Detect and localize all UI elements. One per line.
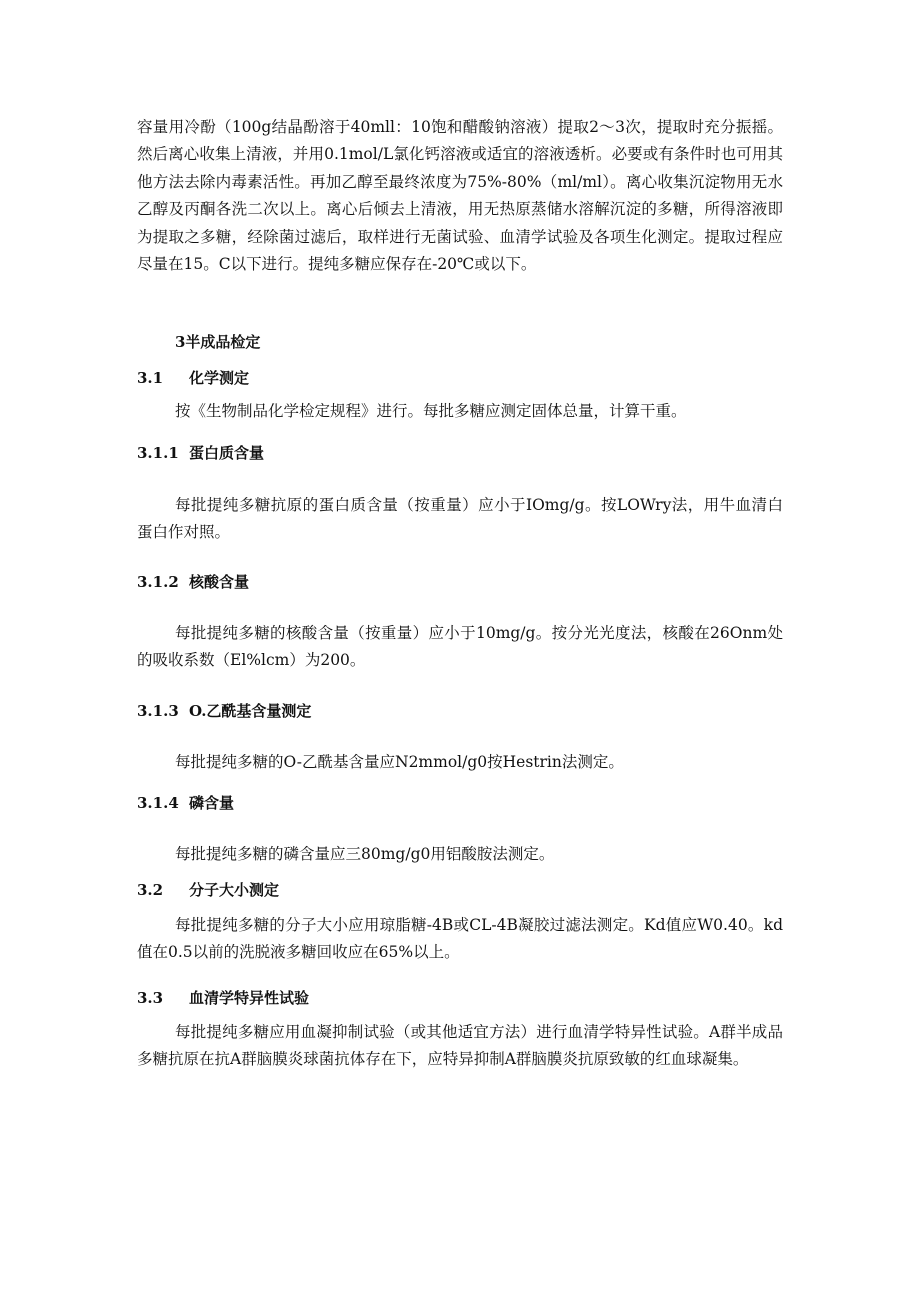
section-title: 蛋白质含量	[189, 444, 265, 462]
section-3-1-paragraph: 按《生物制品化学检定规程》进行。每批多糖应测定固体总量，计算干重。	[175, 402, 687, 420]
section-title: 化学测定	[189, 369, 250, 387]
section-3-1-2-heading	[137, 571, 249, 593]
section-title: O.乙酰基含量测定	[189, 702, 312, 720]
section-title: 磷含量	[189, 794, 235, 812]
section-3-2-paragraph: 每批提纯多糖的分子大小应用琼脂糖-4B或CL-4B凝胶过滤法测定。Kd值应W0.40。kd值在0.5以前的洗脱液多糖回收应在65%以上。	[137, 916, 783, 962]
section-title: 分子大小测定	[189, 881, 280, 899]
section-number: 3.2	[137, 881, 164, 899]
section-3-1-heading	[137, 367, 249, 389]
section-title: 核酸含量	[189, 573, 250, 591]
section-3-1-3-paragraph: 每批提纯多糖的O-乙酰基含量应N2mmol/g0按Hestrin法测定。	[175, 753, 624, 771]
section-number: 3.1.3	[137, 702, 179, 720]
section-3-1-3-heading	[137, 700, 311, 722]
section-3-1-4-heading	[137, 792, 234, 814]
intro-paragraph: 容量用冷酚（100g结晶酚溶于40mll：10饱和醋酸钠溶液）提取2～3次，提取时充分振摇。然后离心收集上清液，并用0.1mol/L氯化钙溶液或适宜的溶液透析。必要或有条件时也可用其他方法去除内毒素活性。再加乙醇至最终浓度为75%-80%（ml/ml）。离心收集沉淀物用无水乙醇及丙酮各洗二次以上。离心后倾去上清液，用无热原蒸储水溶解沉淀的多糖，所得溶液即为提取之多糖，经除菌过滤后，取样进行无菌试验、血清学试验及各项生化测定。提取过程应尽量在15。C以下进行。提纯多糖应保存在-20℃或以下。	[137, 118, 783, 274]
section-3-3-paragraph: 每批提纯多糖应用血凝抑制试验（或其他适宜方法）进行血清学特异性试验。A群半成品多糖抗原在抗A群脑膜炎球菌抗体存在下，应特异抑制A群脑膜炎抗原致敏的红血球凝集。	[137, 1023, 783, 1069]
section-number: 3.1.1	[137, 444, 179, 462]
section-3-1-1-heading	[137, 442, 264, 464]
section-3-2-heading	[137, 879, 279, 901]
section-number: 3.3	[137, 989, 164, 1007]
section-number: 3.1	[137, 369, 164, 387]
section-3-heading: 3半成品检定	[175, 333, 261, 351]
section-3-1-4-paragraph: 每批提纯多糖的磷含量应三80mg/g0用铝酸胺法测定。	[175, 845, 555, 863]
section-number: 3.1.4	[137, 794, 179, 812]
section-title: 血清学特异性试验	[189, 989, 310, 1007]
section-3-1-2-paragraph: 每批提纯多糖的核酸含量（按重量）应小于10mg/g。按分光光度法，核酸在26Onm处的吸收系数（El%lcm）为200。	[137, 624, 783, 670]
section-3-3-heading	[137, 987, 309, 1009]
section-number: 3.1.2	[137, 573, 179, 591]
section-3-1-1-paragraph: 每批提纯多糖抗原的蛋白质含量（按重量）应小于IOmg/g。按LOWry法，用牛血清白蛋白作对照。	[137, 496, 783, 542]
